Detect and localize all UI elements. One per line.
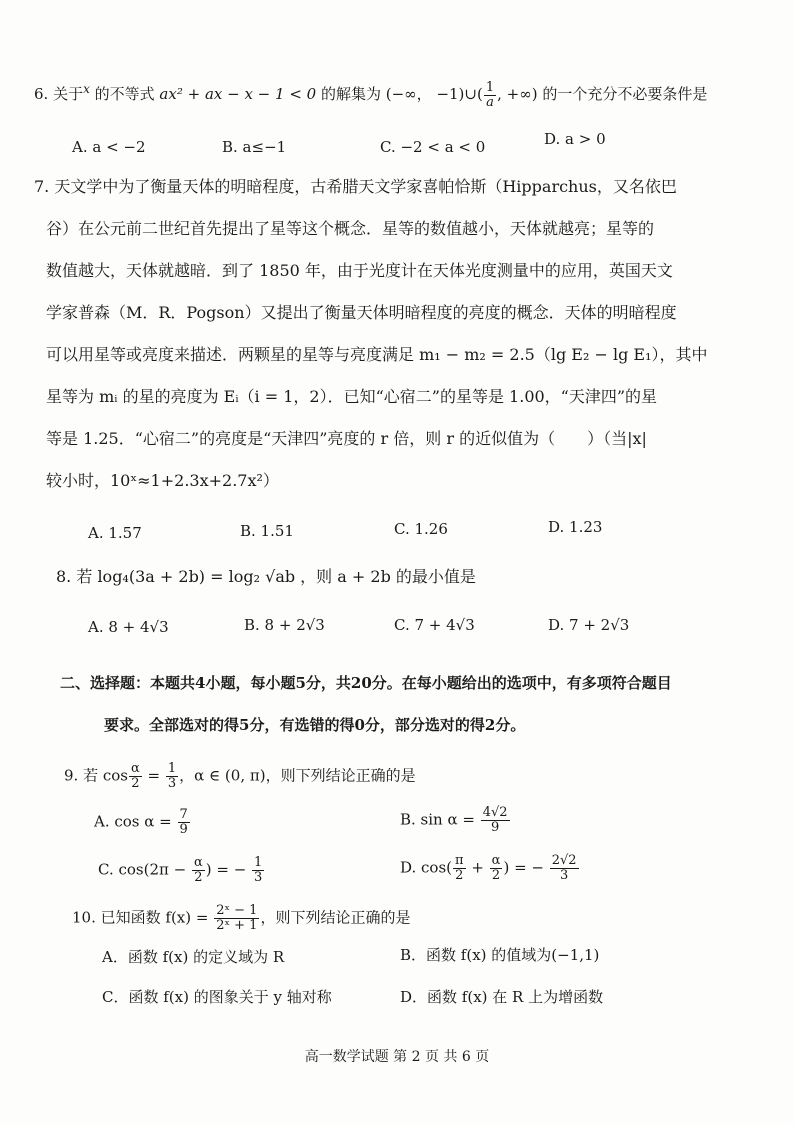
q8-stem: 8. 若 log₄(3a + 2b) = log₂ √ab ，则 a + 2b 的最小值是 [56,567,476,586]
q6-option-d: D. a > 0 [544,130,606,148]
q7-option-a: A. 1.57 [88,524,142,542]
q9-frac-half-alpha: $\frac{\alpha}{2}$ [130,761,140,791]
q6-fraction: $\frac{1}{a}$ [485,79,495,110]
q9-option-c: C. cos(2π − $\frac{\alpha}{2}$ ) = − $\frac{1}{3}$ [98,855,263,885]
q10-pre: 10. 已知函数 f(x) = [72,908,214,927]
q10-option-b: B．函数 f(x) 的值域为(−1,1) [400,946,600,964]
q7-line-6: 星等为 mᵢ 的星的亮度为 Eᵢ（i = 1，2）．已知“心宿二”的星等是 1.00，“天津四”的星 [46,387,658,406]
section2-line-2: 要求。全部选对的得5分，有选错的得0分，部分选对的得2分。 [104,716,526,734]
q6-set-b: , +∞) [497,85,538,103]
q9-post: ，α ∈ (0, π)，则下列结论正确的是 [179,766,416,785]
q6-stem [34,78,707,110]
q6-var-x: x [83,82,90,96]
q10-option-d: D．函数 f(x) 在 R 上为增函数 [400,988,604,1006]
q6-inequality: ax² + ax − x − 1 < 0 [159,85,317,103]
q9-option-a: A. cos α = $\frac{7}{9}$ [94,807,188,837]
q10-post: ，则下列结论正确的是 [260,908,411,927]
q6-suffix: 的一个充分不必要条件是 [537,85,708,103]
q6-mid1: 的不等式 [89,85,160,103]
page-footer: 高一数学试题 第 2 页 共 6 页 [304,1049,490,1065]
q8-option-d: D. 7 + 2√3 [548,616,630,634]
q10-fraction: $\frac{\text{2ˣ − 1}}{\text{2ˣ + 1}}$ [216,903,258,933]
q6-option-c: C. −2 < a < 0 [380,138,486,156]
q7-option-d: D. 1.23 [548,518,603,536]
q9-frac-third: $\frac{1}{3}$ [167,761,177,791]
q7-line-2: 谷）在公元前二世纪首先提出了星等这个概念．星等的数值越小，天体就越亮；星等的 [46,219,655,238]
q7-line-5: 可以用星等或亮度来描述．两颗星的星等与亮度满足 m₁ − m₂ = 2.5（lg E₂ − lg E₁），其中 [46,345,708,364]
q9-pre: 9. 若 cos [64,766,128,785]
q7-option-c: C. 1.26 [394,520,448,538]
q10-option-a: A．函数 f(x) 的定义域为 R [102,948,285,966]
q8-option-b: B. 8 + 2√3 [244,616,325,634]
q9-option-d: D. cos( $\frac{\pi}{2}$ + $\frac{\alpha}{2}$ ) = − $\frac{2√2}{3}$ [400,853,577,883]
q7-line-1: 7. 天文学中为了衡量天体的明暗程度，古希腊天文学家喜帕恰斯（Hipparchus，又名依巴 [34,177,677,196]
q7-line-8: 较小时，10ˣ≈1+2.3x+2.7x²） [46,471,279,490]
q8-option-c: C. 7 + 4√3 [394,616,475,634]
q6-prefix: 6. 关于 [34,85,84,103]
q10-stem [72,904,410,933]
q7-option-b: B. 1.51 [240,522,294,540]
q10-option-c: C．函数 f(x) 的图象关于 y 轴对称 [102,988,332,1006]
q7-line-3: 数值越大，天体就越暗．到了 1850 年，由于光度计在天体光度测量中的应用，英国天文 [46,261,673,280]
q9-eq: = [142,766,165,785]
q7-line-4: 学家普森（M．R．Pogson）又提出了衡量天体明暗程度的亮度的概念．天体的明暗程度 [46,303,677,322]
q9-stem [64,762,416,791]
q9-option-b: B. sin α = $\frac{4√2}{9}$ [400,805,508,835]
q6-option-b: B. a≤−1 [222,138,287,156]
q6-option-a: A. a < −2 [72,138,146,156]
q8-option-a: A. 8 + 4√3 [88,618,169,636]
q6-mid2: 的解集为 [316,85,386,103]
section2-line-1: 二、选择题：本题共4小题，每小题5分，共20分。在每小题给出的选项中，有多项符合题目 [60,674,672,692]
q7-line-7: 等是 1.25．“心宿二”的亮度是“天津四”亮度的 r 倍，则 r 的近似值为（ ）（当|x| [46,429,647,448]
q6-set-a: (−∞， −1)∪( [385,85,483,103]
